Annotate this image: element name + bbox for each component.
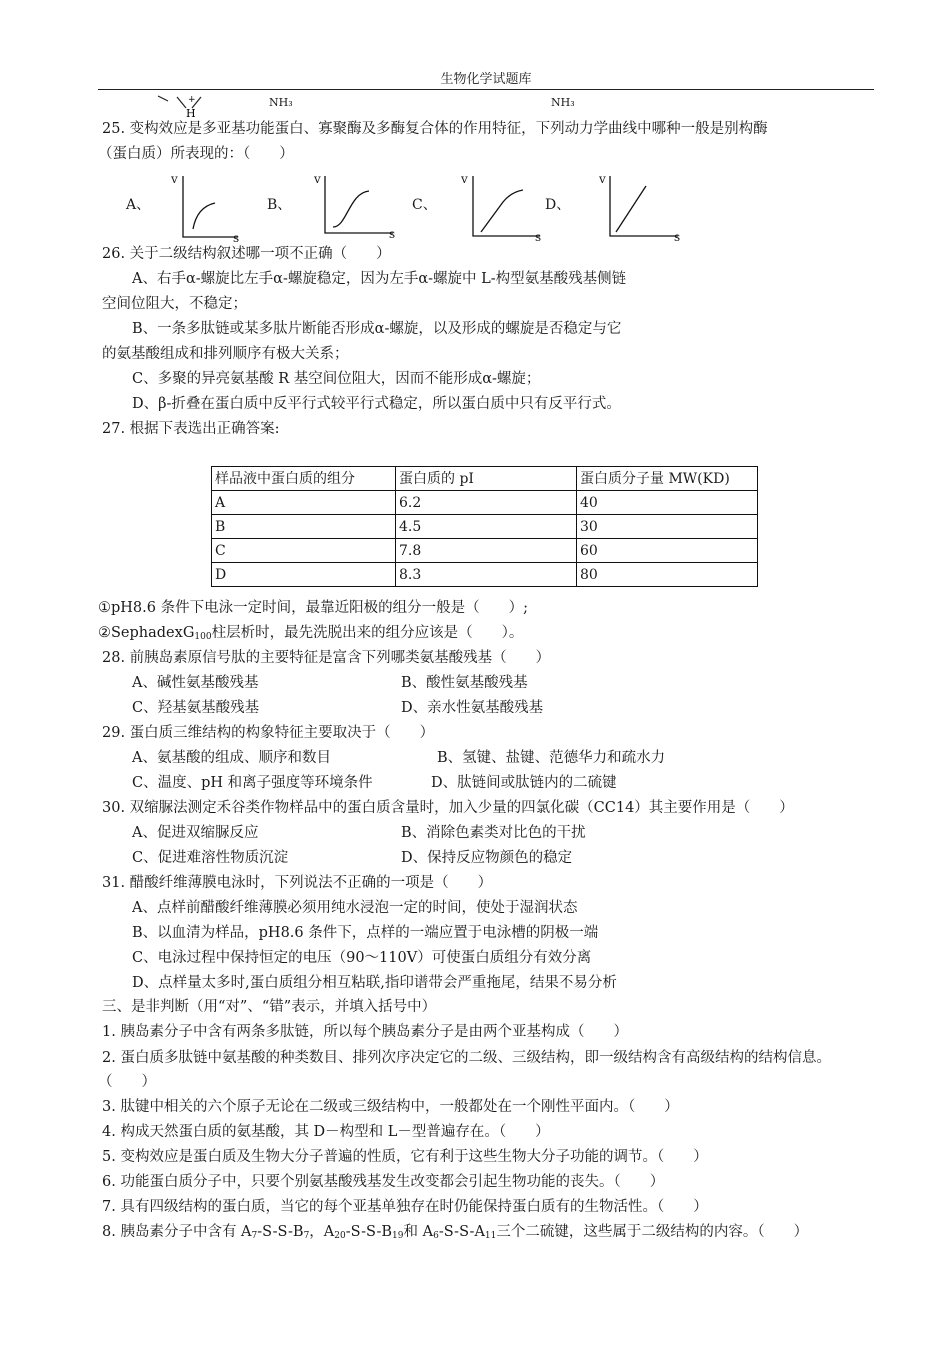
q31-option-c: C、电泳过程中保持恒定的电压（90～110V）可使蛋白质组分有效分离 bbox=[132, 950, 592, 966]
curve-s-axis-label: s bbox=[389, 227, 396, 241]
judgement-item-6: 6. 功能蛋白质分子中，只要个别氨基酸残基发生改变都会引起生物功能的丧失。（ ） bbox=[102, 1174, 665, 1190]
q27-sub1: ①pH8.6 条件下电泳一定时间，最靠近阳极的组分一般是（ ）; bbox=[98, 600, 528, 616]
curve-v-axis-label: v bbox=[171, 172, 178, 186]
q29-option-c: C、温度、pH 和离子强度等环境条件 bbox=[132, 775, 373, 791]
curve-option-label: A、 bbox=[126, 197, 151, 213]
curve-line-linear bbox=[616, 186, 646, 232]
table-cell: B bbox=[212, 515, 396, 539]
table-header-cell: 样品液中蛋白质的组分 bbox=[212, 467, 396, 491]
q26-option-b-line2: 的氨基酸组成和排列顺序有极大关系； bbox=[102, 346, 349, 362]
q28-option-b: B、酸性氨基酸残基 bbox=[401, 675, 528, 691]
judgement-item-5: 5. 变构效应是蛋白质及生物大分子普遍的性质，它有利于这些生物大分子功能的调节。（ ） bbox=[102, 1149, 708, 1165]
q26-option-a-line1: A、右手α-螺旋比左手α-螺旋稳定，因为左手α-螺旋中 L-构型氨基酸残基侧链 bbox=[132, 271, 627, 287]
table-cell: 4.5 bbox=[396, 515, 577, 539]
q27-text: 27. 根据下表选出正确答案: bbox=[102, 421, 280, 437]
q30-option-c: C、促进难溶性物质沉淀 bbox=[132, 850, 289, 866]
q26-option-d: D、β-折叠在蛋白质中反平行式较平行式稳定，所以蛋白质中只有反平行式。 bbox=[132, 396, 621, 412]
protein-table bbox=[211, 466, 758, 587]
judgement-item-2: 2. 蛋白质多肽链中氨基酸的种类数目、排列次序决定它的二级、三级结构，即一级结构含有高级结构的结构信息。（ ） bbox=[98, 1050, 831, 1090]
judgement-item-4: 4. 构成天然蛋白质的氨基酸，其 D－构型和 L－型普遍存在。（ ） bbox=[102, 1124, 550, 1140]
svg-text:+: + bbox=[188, 95, 196, 105]
table-cell: 8.3 bbox=[396, 563, 577, 587]
table-cell: 30 bbox=[577, 515, 758, 539]
q30-option-b: B、消除色素类对比色的干扰 bbox=[401, 825, 586, 841]
table-cell: 40 bbox=[577, 491, 758, 515]
table-row bbox=[212, 539, 758, 563]
curve-s-axis-label: s bbox=[535, 230, 542, 244]
q29-option-b: B、氢键、盐键、范德华力和疏水力 bbox=[437, 750, 666, 766]
curve-option-label: B、 bbox=[267, 197, 292, 213]
q28-option-a: A、碱性氨基酸残基 bbox=[132, 675, 259, 691]
q26-option-a-line2: 空间位阻大，不稳定； bbox=[102, 296, 247, 312]
table-cell: 80 bbox=[577, 563, 758, 587]
svg-text:H: H bbox=[186, 107, 196, 118]
q29-option-d: D、肽链间或肽链内的二硫键 bbox=[431, 775, 617, 791]
q29-text: 29. 蛋白质三维结构的构象特征主要取决于（ ） bbox=[102, 725, 435, 741]
table-header-row bbox=[212, 467, 758, 491]
q31-option-b: B、以血清为样品，pH8.6 条件下，点样的一端应置于电泳槽的阴极一端 bbox=[132, 925, 599, 941]
table-cell: A bbox=[212, 491, 396, 515]
table-cell: 60 bbox=[577, 539, 758, 563]
q26-option-b-line1: B、一条多肽链或某多肽片断能否形成α-螺旋，以及形成的螺旋是否稳定与它 bbox=[132, 321, 622, 337]
judgement-item-1: 1. 胰岛素分子中含有两条多肽链，所以每个胰岛素分子是由两个亚基构成（ ） bbox=[102, 1024, 628, 1040]
nh3-fragment-right: NH₃ bbox=[551, 96, 575, 109]
q28-text: 28. 前胰岛素原信号肽的主要特征是富含下列哪类氨基酸残基（ ） bbox=[102, 650, 551, 666]
q26-text: 26. 关于二级结构叙述哪一项不正确（ ） bbox=[102, 246, 391, 262]
curve-v-axis-label: v bbox=[461, 172, 468, 186]
q30-text: 30. 双缩脲法测定禾谷类作物样品中的蛋白质含量时，加入少量的四氯化碳（CC14）其主要作用是（ ） bbox=[102, 800, 794, 816]
table-row bbox=[212, 491, 758, 515]
curve-axes bbox=[610, 176, 678, 236]
judgement-item-3: 3. 肽键中相关的六个原子无论在二级或三级结构中，一般都处在一个刚性平面内。（ ） bbox=[102, 1099, 679, 1115]
curve-s-axis-label: s bbox=[674, 230, 681, 244]
q29-option-a: A、氨基酸的组成、顺序和数目 bbox=[132, 750, 331, 766]
table-row bbox=[212, 515, 758, 539]
curve-v-axis-label: v bbox=[314, 172, 321, 186]
table-header-cell: 蛋白质的 pI bbox=[396, 467, 577, 491]
curve-s-axis-label: s bbox=[233, 231, 240, 245]
judgement-item-8: 8. 胰岛素分子中含有 $A_7-S-S-B_7$，$A_{20}-S-S-B_{19}$和 $A_6-S-S-A_{11}$三个二硫键，这些属于二级结构的内容。（ ） bbox=[102, 1224, 809, 1241]
q28-option-c: C、羟基氨基酸残基 bbox=[132, 700, 260, 716]
kinetic-curve-plot bbox=[0, 0, 952, 260]
section3-title: 三、是非判断（用“对”、“错”表示，并填入括号中） bbox=[102, 999, 437, 1015]
q28-option-d: D、亲水性氨基酸残基 bbox=[401, 700, 544, 716]
q27-sub2: ②SephadexG$_{100}$柱层析时，最先洗脱出来的组分应该是（ ）。 bbox=[98, 625, 524, 642]
q30-option-a: A、促进双缩脲反应 bbox=[132, 825, 259, 841]
table-cell: D bbox=[212, 563, 396, 587]
table-cell: 6.2 bbox=[396, 491, 577, 515]
judgement-item-7: 7. 具有四级结构的蛋白质，当它的每个亚基单独存在时仍能保持蛋白质有的生物活性。（ ） bbox=[102, 1199, 708, 1215]
q25-text: 25. 变构效应是多亚基功能蛋白、寡聚酶及多酶复合体的作用特征，下列动力学曲线中哪种一般是别构酶 bbox=[102, 121, 768, 137]
table-cell: 7.8 bbox=[396, 539, 577, 563]
table-row bbox=[212, 563, 758, 587]
page-header-title: 生物化学试题库 bbox=[440, 72, 532, 87]
curve-option-label: D、 bbox=[545, 197, 571, 213]
nh3-fragment-left: NH₃ bbox=[269, 96, 293, 109]
table-cell: C bbox=[212, 539, 396, 563]
q26-option-c: C、多聚的异亮氨基酸 R 基空间位阻大，因而不能形成α-螺旋； bbox=[132, 371, 541, 387]
curve-v-axis-label: v bbox=[599, 172, 606, 186]
q31-text: 31. 醋酸纤维薄膜电泳时，下列说法不正确的一项是（ ） bbox=[102, 875, 493, 891]
q31-option-d: D、点样量太多时,蛋白质组分相互粘联,指印谱带会严重拖尾，结果不易分析 bbox=[132, 975, 617, 991]
table-header-cell: 蛋白质分子量 MW(KD) bbox=[577, 467, 758, 491]
q30-option-d: D、保持反应物颜色的稳定 bbox=[401, 850, 573, 866]
q31-option-a: A、点样前醋酸纤维薄膜必须用纯水浸泡一定的时间，使处于湿润状态 bbox=[132, 900, 578, 916]
curve-option-label: C、 bbox=[412, 197, 437, 213]
q25-text-2: （蛋白质）所表现的：（ ） bbox=[98, 146, 294, 162]
